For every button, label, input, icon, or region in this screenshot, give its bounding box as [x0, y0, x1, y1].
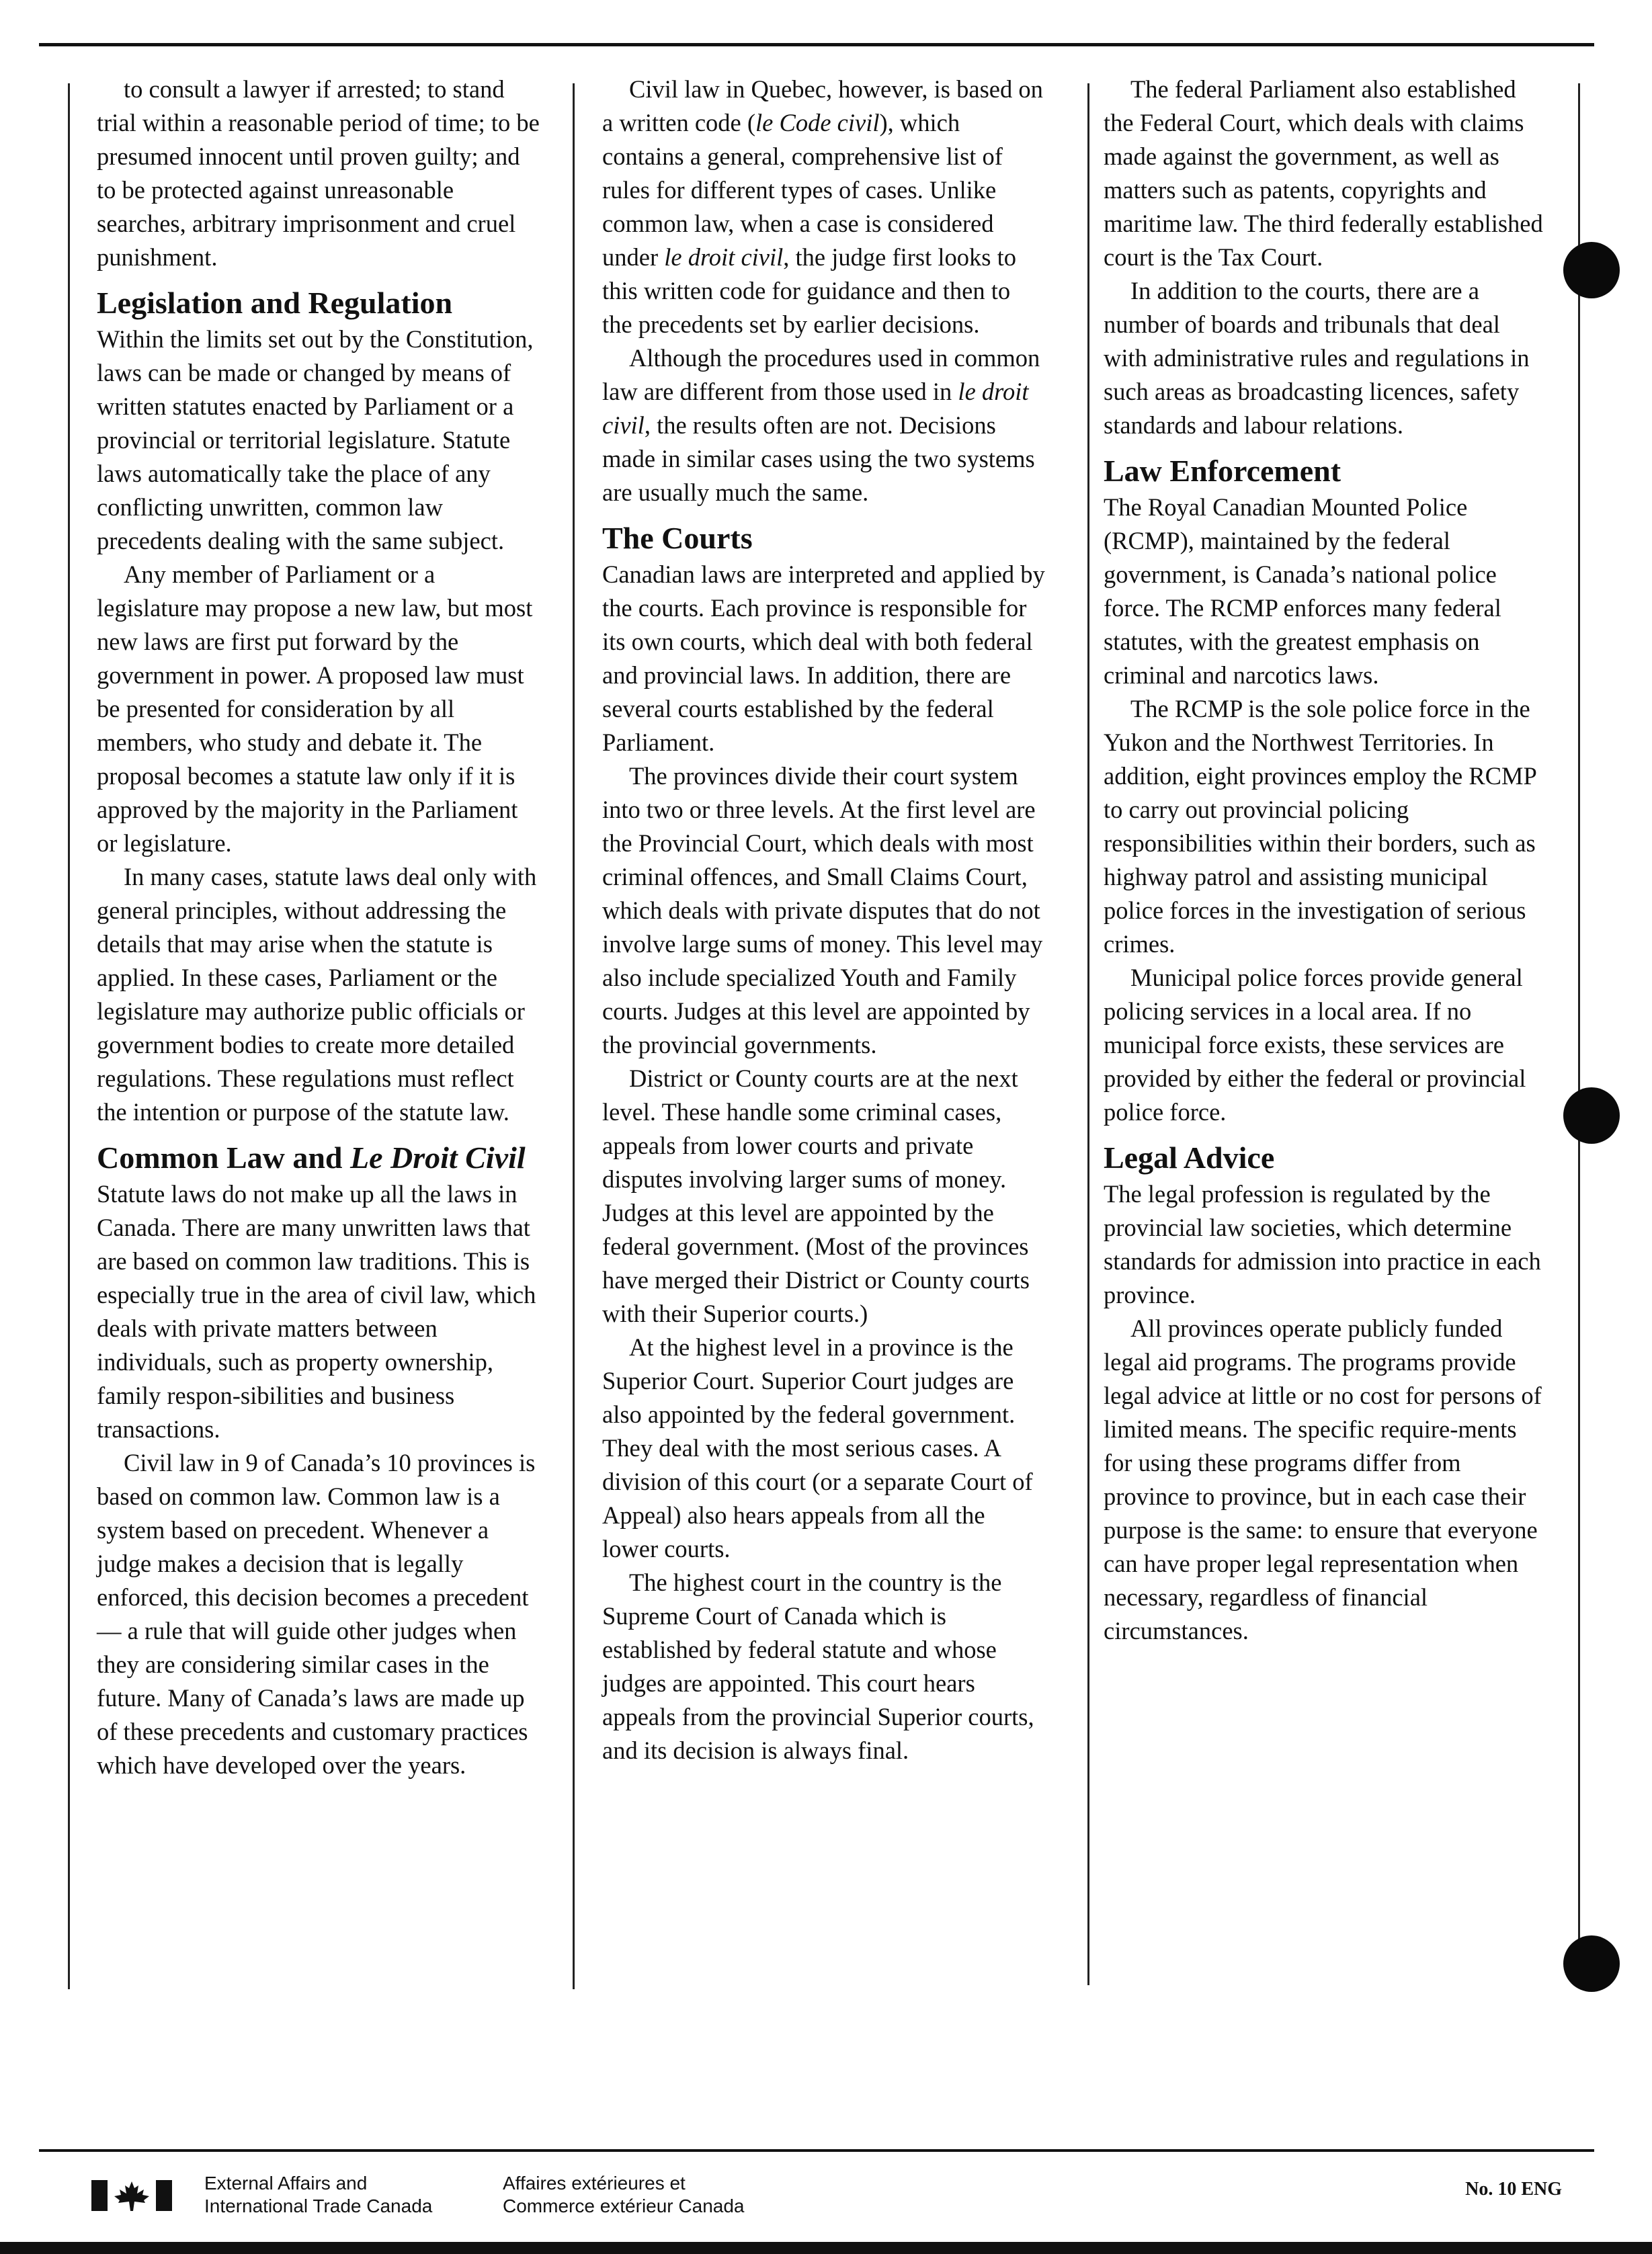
paragraph-courts-3: District or County courts are at the next level. These handle some criminal cases, appeals from lower courts and private disputes involving larger sums of money. Judges at this level are appointed by the federal government. (Most of the provinces have merged their District or County courts with their Superior courts.) [602, 1065, 1030, 1327]
paragraph-enforcement-2: The RCMP is the sole police force in the Yukon and the Northwest Territories. In addition, eight provinces employ the RCMP to carry out provincial policing responsibilities within their borders, such as highway patrol and assisting municipal police forces in the investigation of serious crimes. [1104, 695, 1536, 958]
paragraph-boards-tribunals: In addition to the courts, there are a number of boards and tribunals that deal with administrative rules and regulations in such areas as broadcasting licences, safety standards and labour relations. [1104, 277, 1530, 439]
paragraph-federal-court: The federal Parliament also established the Federal Court, which deals with claims made against the government, as well as matters such as patents, copyrights and maritime law. The third federally established court is the Tax Court. [1104, 75, 1543, 271]
text-run: Although the procedures used in common law are different from those used in [602, 344, 1040, 405]
text-run: Civil law in Quebec, however, is based on a written code ( [602, 75, 1043, 136]
paragraph-advice-2: All provinces operate publicly funded legal aid programs. The programs provide legal advice at little or no cost for persons of limited means. The specific require-ments for using these programs differ from province to province, but in each case their purpose is the same: to ensure that everyone can have proper legal representation when necessary, regardless of financial circumstances. [1104, 1314, 1542, 1644]
paragraph-legislation-3: In many cases, statute laws deal only with general principles, without addressing the details that may arise when the statute is applied. In these cases, Parliament or the legislature may authorize public officials or government bodies to create more detailed regulations. These regulations must reflect the intention or purpose of the statute law. [97, 863, 537, 1126]
text-run: ), which contains a general, comprehensive list of rules for different types of cases. Unlike common law, when a case is considered under [602, 109, 1003, 271]
heading-the-courts: The Courts [602, 521, 753, 555]
punch-hole-middle [1563, 1087, 1620, 1144]
paragraph-procedures-compared [602, 341, 1046, 509]
punch-hole-bottom [1563, 1935, 1620, 1992]
italic-run: le droit civil [664, 243, 784, 271]
left-margin-rule [68, 83, 70, 1989]
paragraph-enforcement-1: The Royal Canadian Mounted Police (RCMP), maintained by the federal government, is Canada’s national police force. The RCMP enforces many federal statutes, with the greatest emphasis on criminal and narcotics laws. [1104, 493, 1501, 689]
footer-english-line-1: External Affairs and [204, 2173, 368, 2194]
paragraph-legislation-2: Any member of Parliament or a legislature may propose a new law, but most new laws are first put forward by the government in power. A proposed law must be presented for consideration by all members, who study and debate it. The proposal becomes a statute law only if it is approved by the majority in the Parliament or legislature. [97, 560, 533, 857]
paragraph-courts-2: The provinces divide their court system into two or three levels. At the first level are the Provincial Court, which deals with most criminal offences, and Small Claims Court, which deals with private disputes that do not involve large sums of money. This level may also include specialized Youth and Family courts. Judges at this level are appointed by the provincial governments. [602, 762, 1043, 1058]
heading-common-law-plain: Common Law and [97, 1140, 351, 1175]
paragraph-advice-1: The legal profession is regulated by the provincial law societies, which determine standards for admission into practice in each province. [1104, 1180, 1541, 1308]
italic-run: le droit civil [602, 378, 1029, 439]
paragraph-courts-1: Canadian laws are interpreted and applied by the courts. Each province is responsible for its own courts, which deal with both federal and provincial laws. In addition, there are several courts established by the federal Parliament. [602, 560, 1045, 756]
footer-french-line-2: Commerce extérieur Canada [503, 2196, 745, 2216]
document-number: No. 10 ENG [1465, 2179, 1562, 2200]
punch-hole-top [1563, 242, 1620, 298]
top-rule [39, 43, 1594, 46]
heading-legal-advice: Legal Advice [1104, 1140, 1275, 1175]
text-run: , the judge first looks to this written code for guidance and then to the precedents set by earlier decisions. [602, 243, 1016, 338]
heading-common-law [97, 1138, 540, 1177]
footer-french-line-1: Affaires extérieures et [503, 2173, 686, 2194]
paragraph-rights-continued: to consult a lawyer if arrested; to stand trial within a reasonable period of time; to be presumed innocent until proven guilty; and to be protected against unreasonable searches, arbitrary imprisonment and cruel punishment. [97, 75, 540, 271]
footer-english-line-2: International Trade Canada [204, 2196, 433, 2216]
heading-common-law-italic: Le Droit Civil [350, 1140, 526, 1175]
footer-french-department [503, 2172, 745, 2218]
footer-english-department [204, 2172, 432, 2218]
paragraph-courts-4: At the highest level in a province is the Superior Court. Superior Court judges are also appointed by the federal government. They deal with the most serious cases. A division of this court (or a separate Court of Appeal) also hears appeals from all the lower courts. [602, 1333, 1033, 1562]
column-divider-1 [573, 83, 575, 1989]
paragraph-courts-5: The highest court in the country is the Supreme Court of Canada which is established by federal statute and whose judges are appointed. This court hears appeals from the provincial Superior courts, and its decision is always final. [602, 1569, 1034, 1764]
paragraph-enforcement-3: Municipal police forces provide general policing services in a local area. If no municipal force exists, these services are provided by either the federal or provincial police force. [1104, 964, 1526, 1126]
column-divider-2 [1087, 83, 1089, 1985]
column-3 [1104, 73, 1547, 1648]
heading-legislation-regulation: Legislation and Regulation [97, 286, 453, 320]
column-1 [97, 73, 540, 1782]
paragraph-legislation-1: Within the limits set out by the Constitution, laws can be made or changed by means of written statutes enacted by Parliament or a provincial or territorial legislature. Statute laws automatically take the place of any conflicting unwritten, common law precedents dealing with the same subject. [97, 325, 534, 554]
right-margin-rule [1578, 83, 1580, 1985]
text-run: , the results often are not. Decisions made in similar cases using the two systems are usually much the same. [602, 411, 1035, 506]
canada-flag-wordmark-icon [91, 2177, 172, 2214]
paragraph-common-law-1: Statute laws do not make up all the laws in Canada. There are many unwritten laws that are based on common law traditions. This is especially true in the area of civil law, which deals with private matters between individuals, such as property ownership, family respon-sibilities and business transactions. [97, 1180, 536, 1443]
heading-law-enforcement: Law Enforcement [1104, 454, 1341, 488]
bottom-rule [39, 2149, 1594, 2152]
italic-run: le Code civil [755, 109, 880, 136]
page-bottom-edge [0, 2242, 1652, 2254]
column-2 [602, 73, 1046, 1767]
paragraph-common-law-2: Civil law in 9 of Canada’s 10 provinces is based on common law. Common law is a system based on precedent. Whenever a judge makes a decision that is legally enforced, this decision becomes a precedent — a rule that will guide other judges when they are considering similar cases in the future. Many of Canada’s laws are made up of these precedents and customary practices which have developed over the years. [97, 1449, 536, 1779]
paragraph-quebec-civil-law [602, 73, 1046, 341]
